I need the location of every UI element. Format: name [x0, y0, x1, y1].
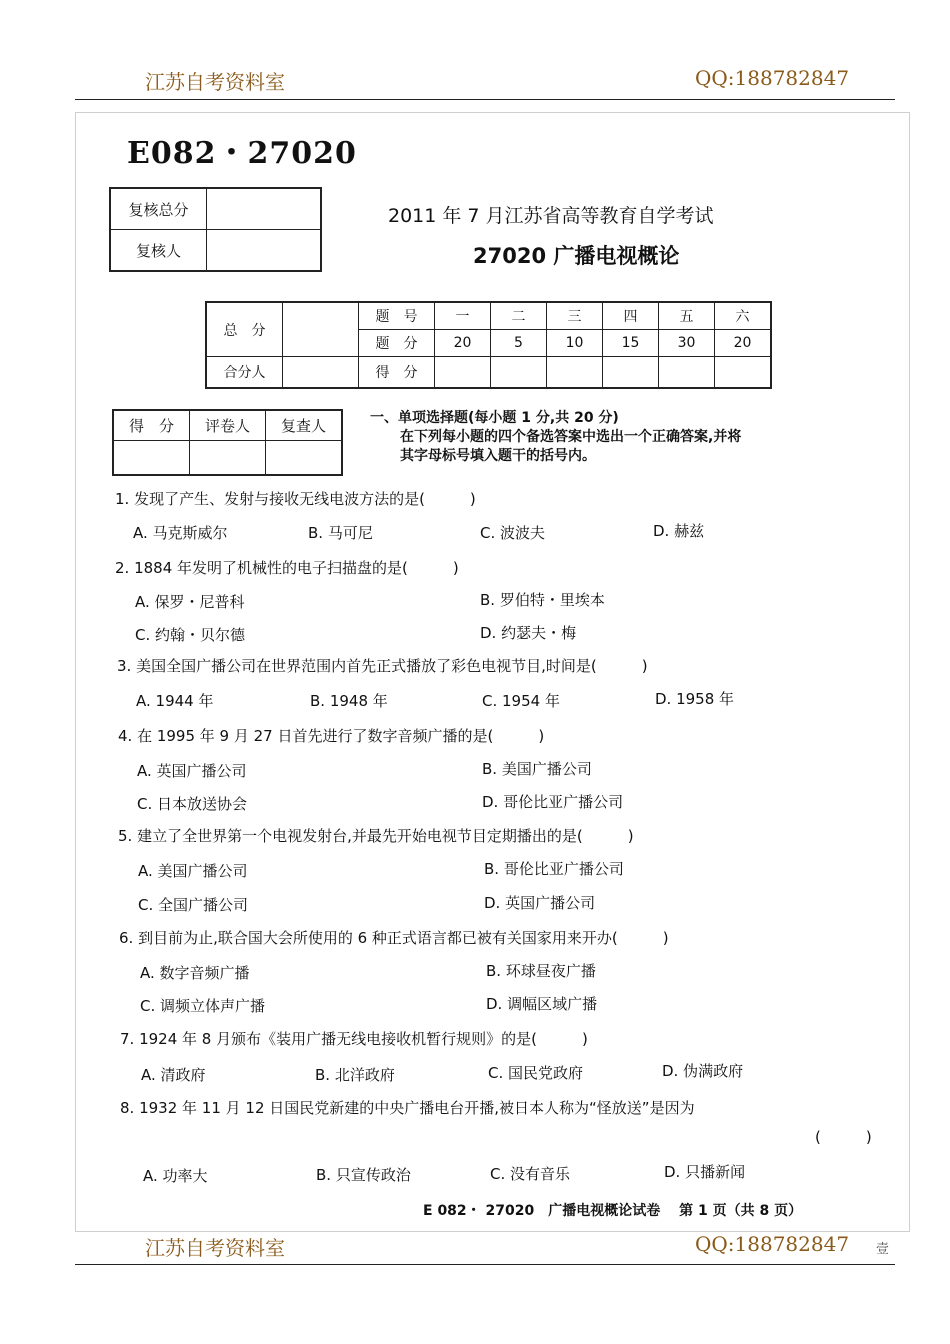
- grader-score-cell[interactable]: [113, 441, 190, 476]
- grader-label: 评卷人: [190, 410, 266, 441]
- section-header: 六: [715, 302, 772, 330]
- header-rule: [75, 99, 895, 100]
- question-stem: 2. 1884 年发明了机械性的电子扫描盘的是( ): [115, 559, 459, 577]
- page-footer: E 082・ 27020 广播电视概论试卷 第 1 页（共 8 页）: [423, 1203, 803, 1219]
- section-instructions: [370, 409, 741, 466]
- question-stem: 1. 发现了产生、发射与接收无线电波方法的是( ): [115, 490, 476, 508]
- option[interactable]: A. 保罗・尼普科: [135, 593, 245, 611]
- row-points-label: 题 分: [359, 330, 435, 357]
- score-cell[interactable]: [435, 357, 491, 389]
- option[interactable]: B. 北洋政府: [315, 1066, 395, 1084]
- option[interactable]: C. 1954 年: [482, 692, 560, 710]
- option[interactable]: B. 马可尼: [308, 524, 373, 542]
- section-instruction-line: 在下列每小题的四个备选答案中选出一个正确答案,并将: [400, 429, 742, 445]
- option[interactable]: B. 哥伦比亚广播公司: [484, 860, 624, 878]
- option[interactable]: B. 1948 年: [310, 692, 388, 710]
- exam-title: 2011 年 7 月江苏省高等教育自学考试: [388, 205, 714, 227]
- score-table: [205, 301, 772, 389]
- option[interactable]: A. 数字音频广播: [140, 964, 250, 982]
- section-points: 15: [603, 330, 659, 357]
- footer-mark: 壹: [876, 1242, 890, 1257]
- section-title: 一、单项选择题(每小题 1 分,共 20 分): [370, 410, 619, 426]
- section-header: 三: [547, 302, 603, 330]
- option[interactable]: C. 调频立体声广播: [140, 997, 266, 1015]
- section-instruction-line: 其字母标号填入题干的括号内。: [400, 448, 596, 464]
- option[interactable]: D. 只播新闻: [664, 1163, 746, 1181]
- course-title: 27020 广播电视概论: [473, 244, 680, 268]
- score-cell[interactable]: [715, 357, 772, 389]
- option[interactable]: D. 1958 年: [655, 690, 735, 708]
- section-points: 30: [659, 330, 715, 357]
- review-total-cell[interactable]: [207, 188, 322, 230]
- header-right: QQ:188782847: [695, 66, 850, 90]
- option[interactable]: D. 约瑟夫・梅: [480, 624, 577, 642]
- option[interactable]: A. 清政府: [141, 1066, 206, 1084]
- reviewer-cell[interactable]: [207, 230, 322, 272]
- review-total-label: 复核总分: [110, 188, 207, 230]
- option[interactable]: A. 功率大: [143, 1167, 208, 1185]
- question-stem: 4. 在 1995 年 9 月 27 日首先进行了数字音频广播的是( ): [118, 727, 545, 745]
- question-stem: 3. 美国全国广播公司在世界范围内首先正式播放了彩色电视节目,时间是( ): [117, 657, 648, 675]
- option[interactable]: B. 环球昼夜广播: [486, 962, 596, 980]
- question-stem: 7. 1924 年 8 月颁布《装用广播无线电接收机暂行规则》的是( ): [120, 1030, 588, 1048]
- reviewer-label: 复核人: [110, 230, 207, 272]
- grader-box: [112, 409, 343, 476]
- section-header: 一: [435, 302, 491, 330]
- section-points: 20: [715, 330, 772, 357]
- option[interactable]: A. 美国广播公司: [138, 862, 248, 880]
- option[interactable]: B. 美国广播公司: [482, 760, 592, 778]
- question-stem: 5. 建立了全世界第一个电视发射台,并最先开始电视节目定期播出的是( ): [118, 827, 634, 845]
- footer-right: QQ:188782847: [695, 1232, 850, 1256]
- section-points: 5: [491, 330, 547, 357]
- option[interactable]: A. 1944 年: [136, 692, 214, 710]
- section-points: 10: [547, 330, 603, 357]
- section-header: 四: [603, 302, 659, 330]
- row-question-label: 题 号: [359, 302, 435, 330]
- scorer-label: 合分人: [206, 357, 283, 389]
- option[interactable]: C. 约翰・贝尔德: [135, 626, 246, 644]
- section-points: 20: [435, 330, 491, 357]
- score-cell[interactable]: [659, 357, 715, 389]
- score-cell[interactable]: [603, 357, 659, 389]
- footer-left: 江苏自考资料室: [145, 1236, 285, 1260]
- section-header: 二: [491, 302, 547, 330]
- option[interactable]: D. 调幅区域广播: [486, 995, 598, 1013]
- question-stem: 6. 到目前为止,联合国大会所使用的 6 种正式语言都已被有关国家用来开办( ): [119, 929, 669, 947]
- option[interactable]: C. 没有音乐: [490, 1165, 571, 1183]
- scorer-cell[interactable]: [283, 357, 359, 389]
- row-score-label: 得 分: [359, 357, 435, 389]
- question-stem: 8. 1932 年 11 月 12 日国民党新建的中央广播电台开播,被日本人称为“怪放送”是因为: [120, 1099, 695, 1117]
- option[interactable]: C. 波波夫: [480, 524, 546, 542]
- checker-label: 复查人: [266, 410, 343, 441]
- total-label: 总 分: [206, 302, 283, 357]
- score-cell[interactable]: [547, 357, 603, 389]
- footer-rule: [75, 1264, 895, 1265]
- option[interactable]: D. 哥伦比亚广播公司: [482, 793, 624, 811]
- header-left: 江苏自考资料室: [145, 70, 285, 94]
- total-cell[interactable]: [283, 302, 359, 357]
- option[interactable]: B. 只宣传政治: [316, 1166, 411, 1184]
- option[interactable]: A. 英国广播公司: [137, 762, 247, 780]
- grader-cell[interactable]: [190, 441, 266, 476]
- review-box: [109, 187, 322, 272]
- grader-score-label: 得 分: [113, 410, 190, 441]
- paper-code: E082・27020: [127, 136, 357, 171]
- option[interactable]: A. 马克斯威尔: [133, 524, 228, 542]
- answer-paren: ( ): [815, 1128, 872, 1146]
- option[interactable]: B. 罗伯特・里埃本: [480, 591, 605, 609]
- option[interactable]: C. 国民党政府: [488, 1064, 584, 1082]
- option[interactable]: D. 赫兹: [653, 522, 705, 540]
- option[interactable]: C. 日本放送协会: [137, 795, 248, 813]
- option[interactable]: C. 全国广播公司: [138, 896, 249, 914]
- section-header: 五: [659, 302, 715, 330]
- option[interactable]: D. 英国广播公司: [484, 894, 596, 912]
- checker-cell[interactable]: [266, 441, 343, 476]
- score-cell[interactable]: [491, 357, 547, 389]
- option[interactable]: D. 伪满政府: [662, 1062, 744, 1080]
